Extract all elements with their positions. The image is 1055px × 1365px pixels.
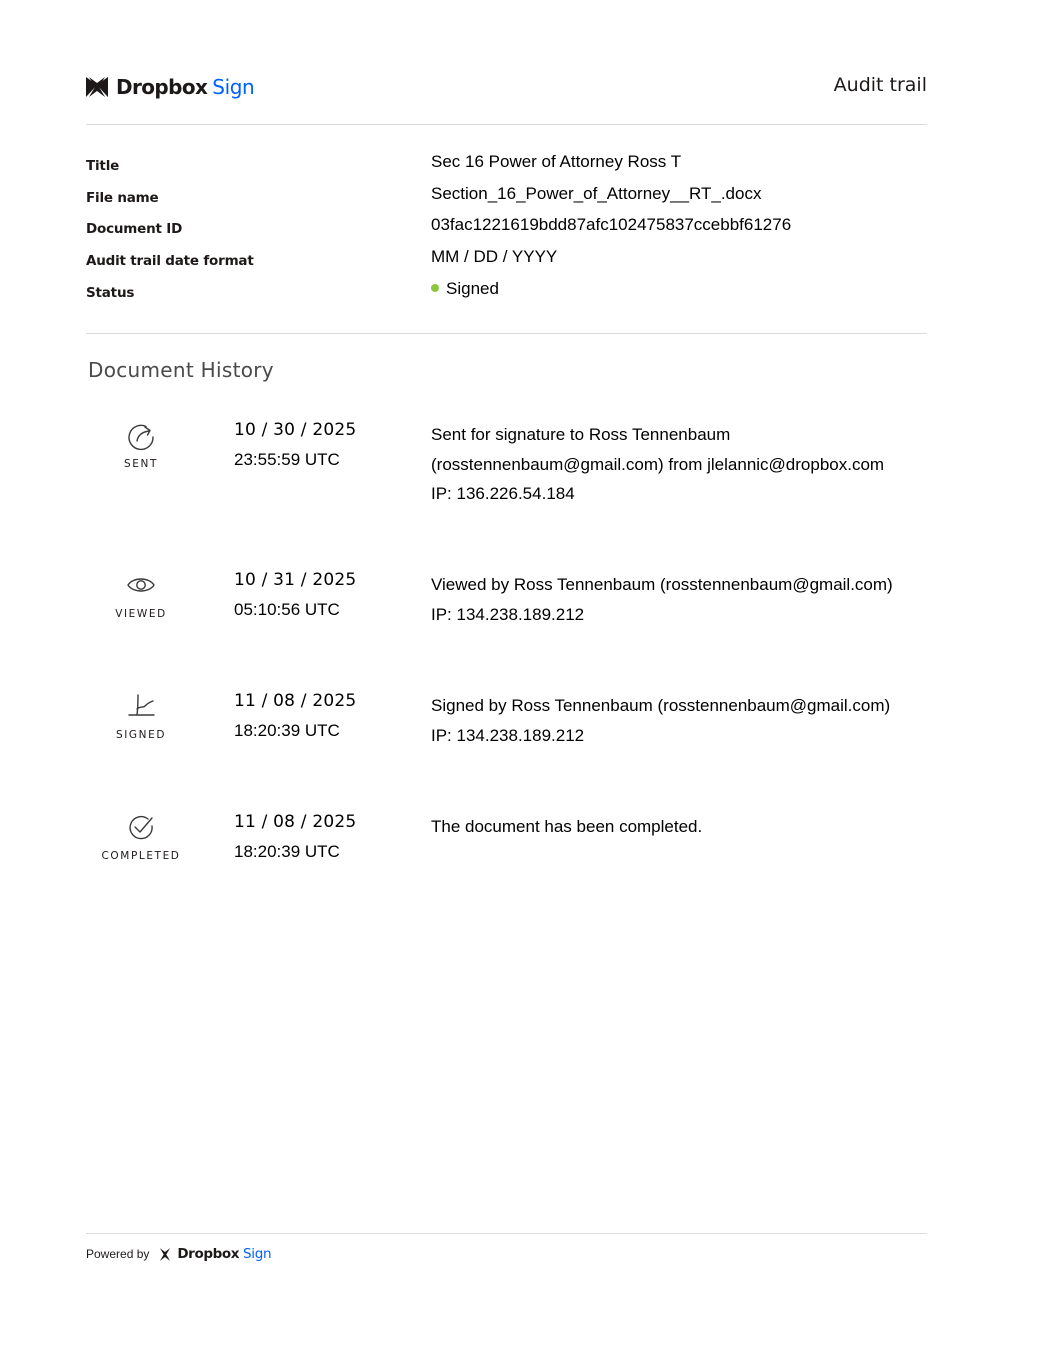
footer-divider <box>86 1233 927 1234</box>
info-row-file-name <box>86 184 927 216</box>
event-line: Viewed by Ross Tennenbaum (rosstennenbaum@gmail.com) <box>431 575 893 594</box>
divider <box>86 124 927 125</box>
event-tag: SIGNED <box>115 729 167 741</box>
footer-product-text: Sign <box>243 1246 272 1262</box>
logo-product-text: Sign <box>212 75 255 99</box>
info-label: Document ID <box>86 221 183 237</box>
section-title: Document History <box>88 358 274 382</box>
info-row-title <box>86 152 927 184</box>
event-time: 05:10:56 UTC <box>234 600 340 619</box>
info-value: MM / DD / YYYY <box>431 247 558 266</box>
event-time: 18:20:39 UTC <box>234 721 340 740</box>
event-date: 11 / 08 / 2025 <box>234 691 357 711</box>
footer-brand-text: Dropbox <box>177 1246 240 1262</box>
event-description <box>431 691 931 750</box>
event-tag: COMPLETED <box>101 850 181 862</box>
sent-icon <box>126 422 156 452</box>
dropbox-logo-icon <box>86 77 108 97</box>
event-description <box>431 812 931 842</box>
event-line: Signed by Ross Tennenbaum (rosstennenbaum@gmail.com) <box>431 696 891 715</box>
status-dot-icon <box>431 284 439 292</box>
info-label: Audit trail date format <box>86 253 254 269</box>
info-value: Sec 16 Power of Attorney Ross T <box>431 152 682 171</box>
info-label: Title <box>86 158 120 174</box>
event-line: (rosstennenbaum@gmail.com) from jlelannic@dropbox.com <box>431 454 885 474</box>
info-value: Section_16_Power_of_Attorney__RT_.docx <box>431 184 762 203</box>
info-label: File name <box>86 190 159 206</box>
signature-icon <box>126 693 156 723</box>
event-date: 10 / 30 / 2025 <box>234 420 357 440</box>
page-title: Audit trail <box>833 74 927 96</box>
event-date: 10 / 31 / 2025 <box>234 570 357 590</box>
event-tag: VIEWED <box>115 608 167 620</box>
dropbox-logo-icon <box>158 1248 172 1261</box>
event-line: Sent for signature to Ross Tennenbaum <box>431 425 731 444</box>
info-label: Status <box>86 285 135 301</box>
event-line: The document has been completed. <box>431 817 703 836</box>
event-line: IP: 134.238.189.212 <box>431 604 585 624</box>
status-value <box>431 279 499 299</box>
status-text: Signed <box>446 279 499 298</box>
event-date: 11 / 08 / 2025 <box>234 812 357 832</box>
footer <box>86 1245 271 1263</box>
event-time: 23:55:59 UTC <box>234 450 340 469</box>
info-row-document-id <box>86 215 927 247</box>
powered-by-text: Powered by <box>86 1247 150 1261</box>
event-line: IP: 134.238.189.212 <box>431 725 585 745</box>
check-circle-icon <box>126 814 156 844</box>
event-line: IP: 136.226.54.184 <box>431 484 575 503</box>
divider <box>86 333 927 334</box>
dropbox-sign-logo <box>86 74 254 100</box>
logo-brand-text: Dropbox <box>116 75 208 99</box>
eye-icon <box>126 572 156 602</box>
event-description <box>431 420 931 509</box>
info-row-status <box>86 279 927 311</box>
info-row-date-format <box>86 247 927 279</box>
event-tag: SENT <box>124 458 158 470</box>
event-time: 18:20:39 UTC <box>234 842 340 861</box>
info-value: 03fac1221619bdd87afc102475837ccebbf61276 <box>431 215 792 234</box>
event-description <box>431 570 931 629</box>
